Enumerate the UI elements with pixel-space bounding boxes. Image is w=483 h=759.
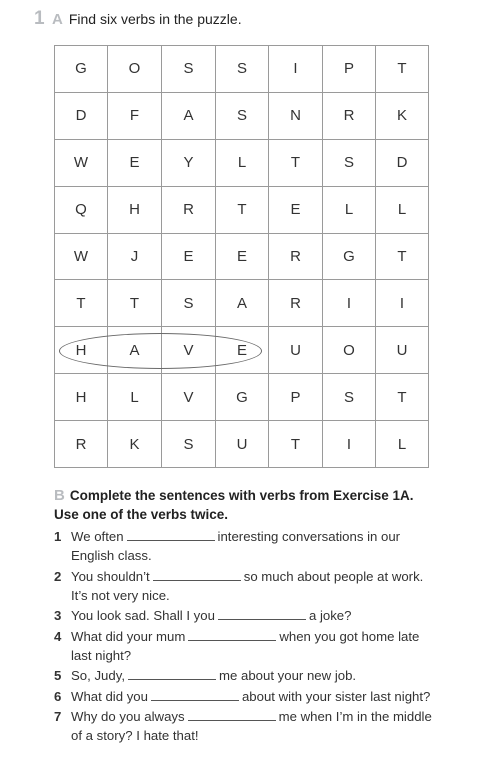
grid-cell: E — [216, 234, 269, 281]
sentence-after-gap: a joke? — [308, 608, 352, 623]
part-b-header — [54, 487, 413, 522]
grid-cell: U — [216, 421, 269, 468]
answer-blank[interactable] — [151, 687, 239, 701]
sentence-after-gap: me about your new job. — [219, 668, 357, 683]
grid-cell: S — [216, 46, 269, 93]
grid-cell: A — [216, 280, 269, 327]
grid-cell: T — [376, 234, 429, 281]
sentence-after-gap: about with your sister last night? — [241, 688, 431, 704]
grid-cell: U — [376, 327, 429, 374]
grid-cell: G — [323, 234, 376, 281]
grid-cell: V — [162, 327, 216, 374]
sentence-before-gap: You look sad. Shall I you — [71, 608, 215, 623]
sentence-text — [71, 527, 474, 565]
exercise-header — [34, 8, 242, 30]
sentence-text — [71, 606, 474, 625]
grid-cell: O — [108, 46, 162, 93]
grid-cell: N — [269, 93, 323, 140]
grid-cell: S — [323, 140, 376, 187]
grid-cell: L — [323, 187, 376, 234]
grid-cell: L — [376, 187, 429, 234]
sentence-after-gap: when you got home late — [279, 628, 420, 644]
sentence-item — [54, 707, 474, 745]
grid-cell: Y — [162, 140, 216, 187]
grid-cell: L — [216, 140, 269, 187]
sentence-continuation: last night? — [71, 647, 132, 663]
grid-cell: D — [55, 93, 108, 140]
part-b-instruction-line2: Use one of the verbs twice. — [54, 507, 229, 522]
grid-cell: W — [55, 234, 108, 281]
sentence-item — [54, 627, 474, 665]
answer-blank[interactable] — [127, 527, 215, 541]
sentence-item — [54, 666, 474, 685]
sentence-item — [54, 527, 474, 565]
sentence-before-gap: What did you — [71, 688, 148, 704]
grid-cell: R — [269, 234, 323, 281]
sentence-number: 7 — [54, 709, 62, 724]
grid-cell: D — [376, 140, 429, 187]
sentence-before-gap: We often — [71, 529, 124, 544]
sentence-after-gap: so much about people at work. — [243, 568, 424, 584]
grid-cell: I — [376, 280, 429, 327]
grid-cell: P — [269, 374, 323, 421]
grid-cell: H — [108, 187, 162, 234]
sentence-item — [54, 687, 474, 706]
exercise-number: 1 — [34, 8, 45, 29]
sentence-item — [54, 606, 474, 625]
grid-cell: T — [108, 280, 162, 327]
grid-cell: A — [108, 327, 162, 374]
part-a-letter: A — [52, 11, 63, 28]
sentence-continuation: It’s not very nice. — [71, 587, 170, 603]
sentence-number: 5 — [54, 668, 62, 683]
sentence-continuation: of a story? I hate that! — [71, 728, 199, 743]
grid-cell: G — [55, 46, 108, 93]
sentence-list — [54, 527, 474, 747]
grid-cell: K — [108, 421, 162, 468]
grid-cell: S — [323, 374, 376, 421]
sentence-before-gap: What did your mum — [71, 628, 186, 644]
grid-cell: T — [55, 280, 108, 327]
sentence-after-gap: me when I’m in the middle — [278, 709, 432, 724]
sentence-number: 2 — [54, 568, 62, 584]
answer-blank[interactable] — [153, 567, 241, 581]
grid-cell: T — [376, 374, 429, 421]
grid-cell: K — [376, 93, 429, 140]
sentence-number: 3 — [54, 608, 62, 623]
answer-blank[interactable] — [188, 627, 276, 641]
grid-cell: L — [376, 421, 429, 468]
sentence-text — [71, 687, 474, 706]
grid-cell: T — [269, 140, 323, 187]
grid-cell: U — [269, 327, 323, 374]
grid-cell: A — [162, 93, 216, 140]
grid-cell: H — [55, 374, 108, 421]
grid-cell: S — [162, 46, 216, 93]
sentence-item — [54, 567, 474, 605]
sentence-text — [71, 666, 474, 685]
grid-cell: I — [323, 421, 376, 468]
grid-cell: L — [108, 374, 162, 421]
sentence-number: 6 — [54, 688, 62, 704]
grid-cell: T — [269, 421, 323, 468]
part-b-letter: B — [54, 487, 65, 504]
grid-cell: I — [269, 46, 323, 93]
grid-cell: O — [323, 327, 376, 374]
grid-cell: F — [108, 93, 162, 140]
grid-cell: Q — [55, 187, 108, 234]
grid-cell: E — [269, 187, 323, 234]
grid-cell: S — [216, 93, 269, 140]
sentence-before-gap: Why do you always — [71, 709, 185, 724]
part-a-instruction: Find six verbs in the puzzle. — [68, 11, 242, 27]
grid-cell: P — [323, 46, 376, 93]
grid-cell: W — [55, 140, 108, 187]
word-puzzle-grid — [54, 45, 429, 468]
grid-cell: E — [108, 140, 162, 187]
grid-cell: S — [162, 280, 216, 327]
sentence-number: 4 — [54, 628, 62, 644]
grid-cell: R — [55, 421, 108, 468]
sentence-continuation: English class. — [71, 548, 152, 563]
part-b-instruction-line1: Complete the sentences with verbs from Exercise 1A. — [69, 488, 414, 503]
sentence-after-gap: interesting conversations in our — [217, 529, 401, 544]
grid-cell: I — [323, 280, 376, 327]
grid-cell: E — [162, 234, 216, 281]
answer-blank[interactable] — [218, 606, 306, 620]
grid-cell: R — [323, 93, 376, 140]
answer-blank[interactable] — [128, 666, 216, 680]
sentence-before-gap: So, Judy, — [71, 668, 125, 683]
grid-cell: H — [55, 327, 108, 374]
sentence-number: 1 — [54, 529, 62, 544]
sentence-before-gap: You shouldn’t — [71, 568, 150, 584]
grid-cell: S — [162, 421, 216, 468]
sentence-text — [71, 707, 474, 745]
grid-cell: T — [216, 187, 269, 234]
grid-cell: R — [269, 280, 323, 327]
grid-cell: E — [216, 327, 269, 374]
sentence-text — [71, 627, 474, 665]
grid-cell: J — [108, 234, 162, 281]
grid-cell: R — [162, 187, 216, 234]
grid-cell: G — [216, 374, 269, 421]
grid-cell: V — [162, 374, 216, 421]
grid-cell: T — [376, 46, 429, 93]
sentence-text — [71, 567, 474, 605]
answer-blank[interactable] — [188, 707, 276, 721]
